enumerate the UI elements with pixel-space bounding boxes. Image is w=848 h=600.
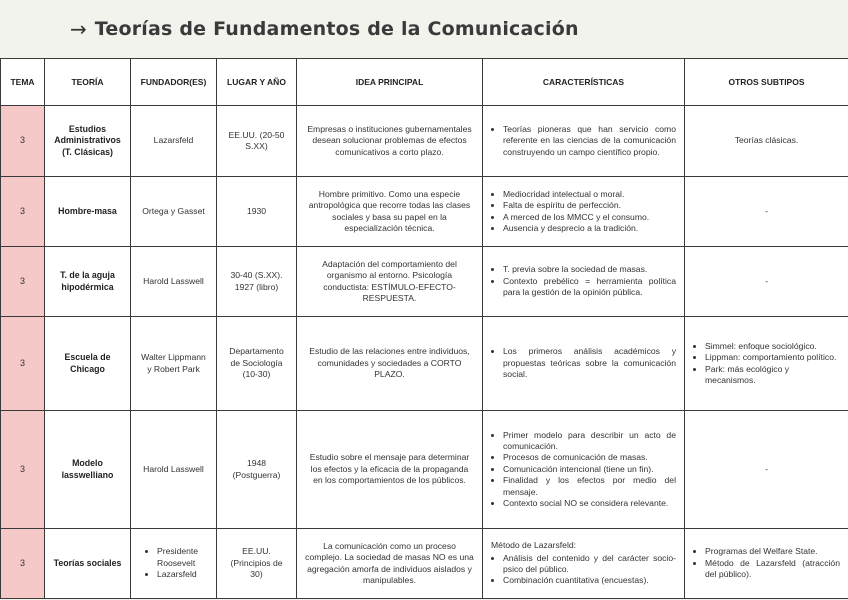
idea-cell: Adaptación del comportamiento del organismo al entorno. Psicología conductista: ESTÍMULO-EFECTO-RESPUESTA. bbox=[297, 247, 483, 317]
tema-cell: 3 bbox=[1, 106, 45, 177]
tema-cell: 3 bbox=[1, 411, 45, 529]
header-tema: TEMA bbox=[1, 59, 45, 106]
caracteristicas-cell bbox=[483, 177, 685, 247]
header-caracteristicas: CARACTERÍSTICAS bbox=[483, 59, 685, 106]
caracteristicas-cell bbox=[483, 317, 685, 411]
page-header bbox=[0, 0, 848, 58]
table-row bbox=[1, 106, 848, 177]
teoria-cell: Hombre-masa bbox=[45, 177, 131, 247]
list-item: • Método de Lazarsfeld (atracción del público). bbox=[705, 558, 840, 581]
list-item: • Los primeros análisis académicos y propuestas teóricas sobre la comunicación social. bbox=[503, 346, 676, 380]
tema-cell: 3 bbox=[1, 529, 45, 599]
tema-cell: 3 bbox=[1, 177, 45, 247]
list-item: • Procesos de comunicación de masas. bbox=[503, 452, 676, 463]
fundador-cell: Lazarsfeld bbox=[131, 106, 217, 177]
fundador-cell: Walter Lippmann y Robert Park bbox=[131, 317, 217, 411]
list-item: • Primer modelo para describir un acto de comunicación. bbox=[503, 430, 676, 453]
idea-cell: Hombre primitivo. Como una especie antropológica que recorre todas las clases sociales y basa su papel en la especialización técnica. bbox=[297, 177, 483, 247]
list-item: • Contexto prebélico = herramienta política para la gestión de la opinión pública. bbox=[503, 276, 676, 299]
subtipos-cell: - bbox=[685, 411, 848, 529]
subtipos-cell: - bbox=[685, 247, 848, 317]
list-item: • Análisis del contenido y del carácter socio-psico del público. bbox=[503, 553, 676, 576]
idea-cell: Estudio de las relaciones entre individuos, comunidades y sociedades a CORTO PLAZO. bbox=[297, 317, 483, 411]
header-teoria: TEORÍA bbox=[45, 59, 131, 106]
list-item: • Contexto social NO se considera relevante. bbox=[503, 498, 676, 509]
list-item: • A merced de los MMCC y el consumo. bbox=[503, 212, 676, 223]
teoria-cell: Estudios Administrativos (T. Clásicas) bbox=[45, 106, 131, 177]
list-item: • Mediocridad intelectual o moral. bbox=[503, 189, 676, 200]
table-row bbox=[1, 177, 848, 247]
teoria-cell: Modelo lasswelliano bbox=[45, 411, 131, 529]
list-item: • Lazarsfeld bbox=[157, 569, 208, 580]
fundador-cell bbox=[131, 529, 217, 599]
table-row bbox=[1, 247, 848, 317]
list-item: • Programas del Welfare State. bbox=[705, 546, 840, 557]
table-row bbox=[1, 317, 848, 411]
list-item: • Finalidad y los efectos por medio del mensaje. bbox=[503, 475, 676, 498]
caracteristicas-note: Método de Lazarsfeld: bbox=[491, 540, 577, 551]
fundador-cell: Ortega y Gasset bbox=[131, 177, 217, 247]
subtipos-cell: Teorías clásicas. bbox=[685, 106, 848, 177]
list-item: • Combinación cuantitativa (encuestas). bbox=[503, 575, 676, 586]
list-item: • Lippman: comportamiento político. bbox=[705, 352, 840, 363]
subtipos-cell bbox=[685, 317, 848, 411]
list-item: • Ausencia y desprecio a la tradición. bbox=[503, 223, 676, 234]
caracteristicas-cell bbox=[483, 529, 685, 599]
idea-cell: Empresas o instituciones gubernamentales desean solucionar problemas de efectos comunicativos a corto plazo. bbox=[297, 106, 483, 177]
list-item: • Comunicación intencional (tiene un fin). bbox=[503, 464, 676, 475]
header-idea: IDEA PRINCIPAL bbox=[297, 59, 483, 106]
arrow-right-icon: → bbox=[70, 17, 87, 41]
table-row bbox=[1, 411, 848, 529]
list-item: • Presidente Roosevelt bbox=[157, 546, 208, 569]
table-header-row bbox=[1, 59, 848, 106]
caracteristicas-cell bbox=[483, 106, 685, 177]
table-row bbox=[1, 529, 848, 599]
lugar-cell: 1930 bbox=[217, 177, 297, 247]
page-title: Teorías de Fundamentos de la Comunicación bbox=[94, 18, 579, 40]
idea-cell: Estudio sobre el mensaje para determinar los efectos y la eficacia de la propaganda en los comportamientos de los públicos. bbox=[297, 411, 483, 529]
header-subtipos: OTROS SUBTIPOS bbox=[685, 59, 848, 106]
list-item: • Falta de espíritu de perfección. bbox=[503, 200, 676, 211]
lugar-cell: EE.UU. (20-50 S.XX) bbox=[217, 106, 297, 177]
lugar-cell: EE.UU. (Principios de 30) bbox=[217, 529, 297, 599]
theories-table bbox=[0, 58, 848, 599]
subtipos-cell bbox=[685, 529, 848, 599]
caracteristicas-cell bbox=[483, 247, 685, 317]
teoria-cell: Teorías sociales bbox=[45, 529, 131, 599]
teoria-cell: T. de la aguja hipodérmica bbox=[45, 247, 131, 317]
tema-cell: 3 bbox=[1, 247, 45, 317]
fundador-cell: Harold Lasswell bbox=[131, 411, 217, 529]
list-item: • Teorías pioneras que han servicio como referente en las ciencias de la comunicación construyendo un campo científico propio. bbox=[503, 124, 676, 158]
fundador-cell: Harold Lasswell bbox=[131, 247, 217, 317]
list-item: • Park: más ecológico y mecanismos. bbox=[705, 364, 840, 387]
list-item: • T. previa sobre la sociedad de masas. bbox=[503, 264, 676, 275]
subtipos-cell: - bbox=[685, 177, 848, 247]
lugar-cell: 30-40 (S.XX). 1927 (libro) bbox=[217, 247, 297, 317]
idea-cell: La comunicación como un proceso complejo. La sociedad de masas NO es una agregación amorfa de individuos aislados y manipulables. bbox=[297, 529, 483, 599]
lugar-cell: 1948 (Postguerra) bbox=[217, 411, 297, 529]
tema-cell: 3 bbox=[1, 317, 45, 411]
header-fundador: FUNDADOR(ES) bbox=[131, 59, 217, 106]
list-item: • Simmel: enfoque sociológico. bbox=[705, 341, 840, 352]
teoria-cell: Escuela de Chicago bbox=[45, 317, 131, 411]
header-lugar: LUGAR Y AÑO bbox=[217, 59, 297, 106]
lugar-cell: Departamento de Sociología (10-30) bbox=[217, 317, 297, 411]
caracteristicas-cell bbox=[483, 411, 685, 529]
